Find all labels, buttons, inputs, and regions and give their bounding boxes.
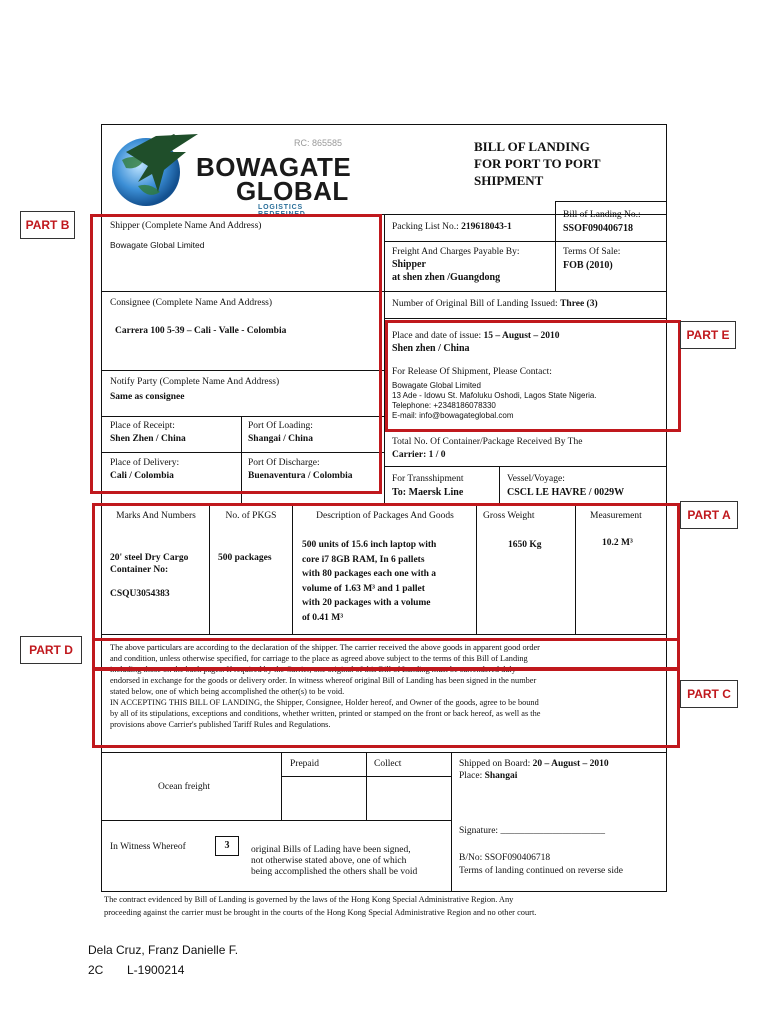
bill-no-value: SSOF090406718 <box>563 223 634 234</box>
packing-list-label-text: Packing List No.: <box>392 222 459 232</box>
witness-text <box>251 845 417 878</box>
witness-line: not otherwise stated above, one of which <box>251 856 407 866</box>
place-of-delivery-label: Place of Delivery: <box>110 458 180 468</box>
prepaid-header: Prepaid <box>290 759 320 769</box>
signature-line: ______________________ <box>500 826 605 836</box>
release-line: Bowagate Global Limited <box>392 381 481 390</box>
brand-tagline: LOGISTICS REDEFINED <box>258 204 306 218</box>
freight-payable-line1: Shipper <box>392 259 426 270</box>
divider <box>384 318 667 319</box>
part-e-tag: PART E <box>680 321 736 349</box>
col-header-marks: Marks And Numbers <box>116 511 196 521</box>
brand-name-line2: GLOBAL <box>236 176 349 206</box>
collect-header: Collect <box>374 759 402 769</box>
port-of-loading-label: Port Of Loading: <box>248 421 313 431</box>
description-line: of 0.41 M³ <box>302 612 344 623</box>
place-of-receipt-value: Shen Zhen / China <box>110 434 186 444</box>
shipped-place-label: Place: <box>459 771 483 781</box>
port-of-discharge-label: Port Of Discharge: <box>248 458 320 468</box>
shipper-value: Bowagate Global Limited <box>110 240 205 250</box>
part-d-tag: PART D <box>20 636 82 664</box>
release-email: E-mail: info@bowagateglobal.com <box>392 411 514 420</box>
bno-row <box>459 853 550 864</box>
rc-number: RC: 865585 <box>294 138 343 148</box>
divider <box>384 241 667 242</box>
title-line1: BILL OF LANDING <box>474 139 590 154</box>
signature-label: Signature: <box>459 826 499 836</box>
description-line: volume of 1.63 M³ and 1 pallet <box>302 583 425 594</box>
release-contact-label: For Release Of Shipment, Please Contact: <box>392 367 552 377</box>
divider <box>281 752 282 820</box>
transshipment-value: To: Maersk Line <box>392 487 464 498</box>
notify-party-value: Same as consignee <box>110 392 185 402</box>
part-e-highlight <box>385 320 681 432</box>
shipped-on-board-value: 20 – August – 2010 <box>532 759 609 769</box>
col-header-pkgs: No. of PKGS <box>225 511 277 521</box>
divider <box>499 466 500 504</box>
place-of-receipt-label: Place of Receipt: <box>110 421 175 431</box>
port-of-loading-value: Shangai / China <box>248 434 313 444</box>
terms-line: endorsed in exchange for the goods or delivery order. In witness whereof original Bill of Landing has been signed in the number <box>110 676 537 685</box>
consignee-label: Consignee (Complete Name And Address) <box>110 298 273 308</box>
witness-line: being accomplished the others shall be void <box>251 867 418 877</box>
shipped-on-board-label: Shipped on Board: <box>459 759 531 769</box>
issue-place-value: Shen zhen / China <box>392 343 470 354</box>
part-a-tag: PART A <box>680 501 738 529</box>
terms-line: stated below, one of which being accomplished the other(s) to be void. <box>110 687 345 696</box>
port-of-discharge-value: Buenaventura / Colombia <box>248 471 353 481</box>
notify-party-label: Notify Party (Complete Name And Address) <box>110 377 280 387</box>
terms-line: and condition, unless otherwise specified, for carriage to the place as agreed above subject to the terms of this Bill of Landing <box>110 654 528 663</box>
col-header-weight: Gross Weight <box>483 511 535 521</box>
shipped-place-value: Shangai <box>484 771 518 781</box>
witness-label: In Witness Whereof <box>110 842 186 852</box>
container-number: CSQU3054383 <box>110 589 170 599</box>
ocean-freight-label: Ocean freight <box>158 782 210 792</box>
footer-line: The contract evidenced by Bill of Landing is governed by the laws of the Hong Kong Special Administrative Region. Any <box>104 895 514 904</box>
bno-value: SSOF090406718 <box>484 853 551 863</box>
terms-of-sale-label: Terms Of Sale: <box>563 247 621 257</box>
document-title <box>474 138 601 189</box>
divider <box>366 752 367 820</box>
place-of-delivery-value: Cali / Colombia <box>110 471 174 481</box>
witness-line: original Bills of Lading have been signed, <box>251 845 411 855</box>
description-line: with 20 packages with a volume <box>302 598 431 608</box>
terms-line: by all of its stipulations, exceptions and conditions, whether written, printed or stamped on the front or back hereof, as well as the <box>110 709 541 718</box>
marks-line: Container No: <box>110 565 169 575</box>
description-line: with 80 packages each one with a <box>302 569 437 579</box>
footer-line: proceeding against the carrier must be brought in the courts of the Hong Kong Special Administrative Region and no other court. <box>104 907 537 917</box>
issue-date-value: 15 – August – 2010 <box>483 331 560 341</box>
bill-no-label: Bill of Landing No.: <box>563 210 641 220</box>
col-header-measurement: Measurement <box>590 511 642 521</box>
shipper-label: Shipper (Complete Name And Address) <box>110 221 262 231</box>
consignee-value: Carrera 100 5-39 – Cali - Valle - Colombia <box>115 326 287 336</box>
terms-line: IN ACCEPTING THIS BILL OF LANDING, the Shipper, Consignee, Holder hereof, and Owner of the goods, agree to be bound <box>110 698 539 707</box>
shipped-on-board-row <box>459 759 609 770</box>
terms-line: including those on the back pages. If required by the Carrier, one original of this Bill of Landing must be surrendered duly <box>110 665 516 674</box>
divider <box>555 201 667 202</box>
bno-label: B/No: <box>459 853 483 863</box>
original-bills-row <box>392 299 598 310</box>
containers-label: Total No. Of Container/Package Received By The <box>392 437 583 447</box>
release-line: 13 Ade - Idowu St. Mafoluku Oshodi, Lagos State Nigeria. <box>392 391 597 400</box>
part-b-highlight <box>90 214 382 494</box>
divider <box>281 776 451 777</box>
witness-count-box: 3 <box>215 836 239 856</box>
author-id: L-1900214 <box>127 963 185 977</box>
release-line: Telephone: +2348186078330 <box>392 401 496 410</box>
reverse-note: Terms of landing continued on reverse side <box>459 866 623 876</box>
author-section: 2C <box>88 963 104 977</box>
part-a-highlight <box>92 503 680 641</box>
packing-list-value: 219618043-1 <box>461 222 512 232</box>
marks-line: 20' steel Dry Cargo <box>110 553 189 563</box>
author-name: Dela Cruz, Franz Danielle F. <box>88 943 239 957</box>
divider <box>451 752 452 892</box>
part-c-tag: PART C <box>680 680 738 708</box>
terms-line: provisions above Carrier's published Tariff Rules and Regulations. <box>110 720 331 729</box>
original-bills-label: Number of Original Bill of Landing Issued: <box>392 299 558 309</box>
company-logo <box>108 130 352 218</box>
measurement-value: 10.2 M³ <box>602 538 633 548</box>
packing-list-label <box>392 222 512 233</box>
freight-payable-line2: at shen zhen /Guangdong <box>392 272 501 283</box>
issue-label: Place and date of issue: <box>392 331 482 341</box>
part-d-highlight <box>92 638 680 670</box>
divider <box>101 820 451 821</box>
pkgs-cell: 500 packages <box>218 553 272 563</box>
gross-weight-value: 1650 Kg <box>508 540 542 550</box>
containers-count: Carrier: 1 / 0 <box>392 450 446 460</box>
title-line3: SHIPMENT <box>474 173 544 188</box>
governing-law-text <box>104 894 536 919</box>
brand-name-line1: BOWAGATE <box>196 152 352 182</box>
freight-payable-label: Freight And Charges Payable By: <box>392 247 520 257</box>
shipped-place-row <box>459 771 517 782</box>
terms-line: The above particulars are according to the declaration of the shipper. The carrier received the above goods in apparent good order <box>110 643 540 652</box>
description-line: core i7 8GB RAM, In 6 pallets <box>302 554 425 565</box>
divider <box>555 201 556 291</box>
part-c-highlight <box>92 668 680 748</box>
terms-of-sale-value: FOB (2010) <box>563 260 613 271</box>
vessel-voyage-label: Vessel/Voyage: <box>507 474 565 484</box>
part-b-tag: PART B <box>20 211 75 239</box>
transshipment-label: For Transshipment <box>392 474 464 484</box>
divider <box>384 466 667 467</box>
divider <box>101 752 667 753</box>
col-header-description: Description of Packages And Goods <box>316 511 454 521</box>
title-line2: FOR PORT TO PORT <box>474 156 601 171</box>
original-bills-value: Three (3) <box>560 299 598 309</box>
description-line: 500 units of 15.6 inch laptop with <box>302 540 437 550</box>
vessel-voyage-value: CSCL LE HAVRE / 0029W <box>507 487 625 498</box>
signature-row <box>459 826 605 837</box>
